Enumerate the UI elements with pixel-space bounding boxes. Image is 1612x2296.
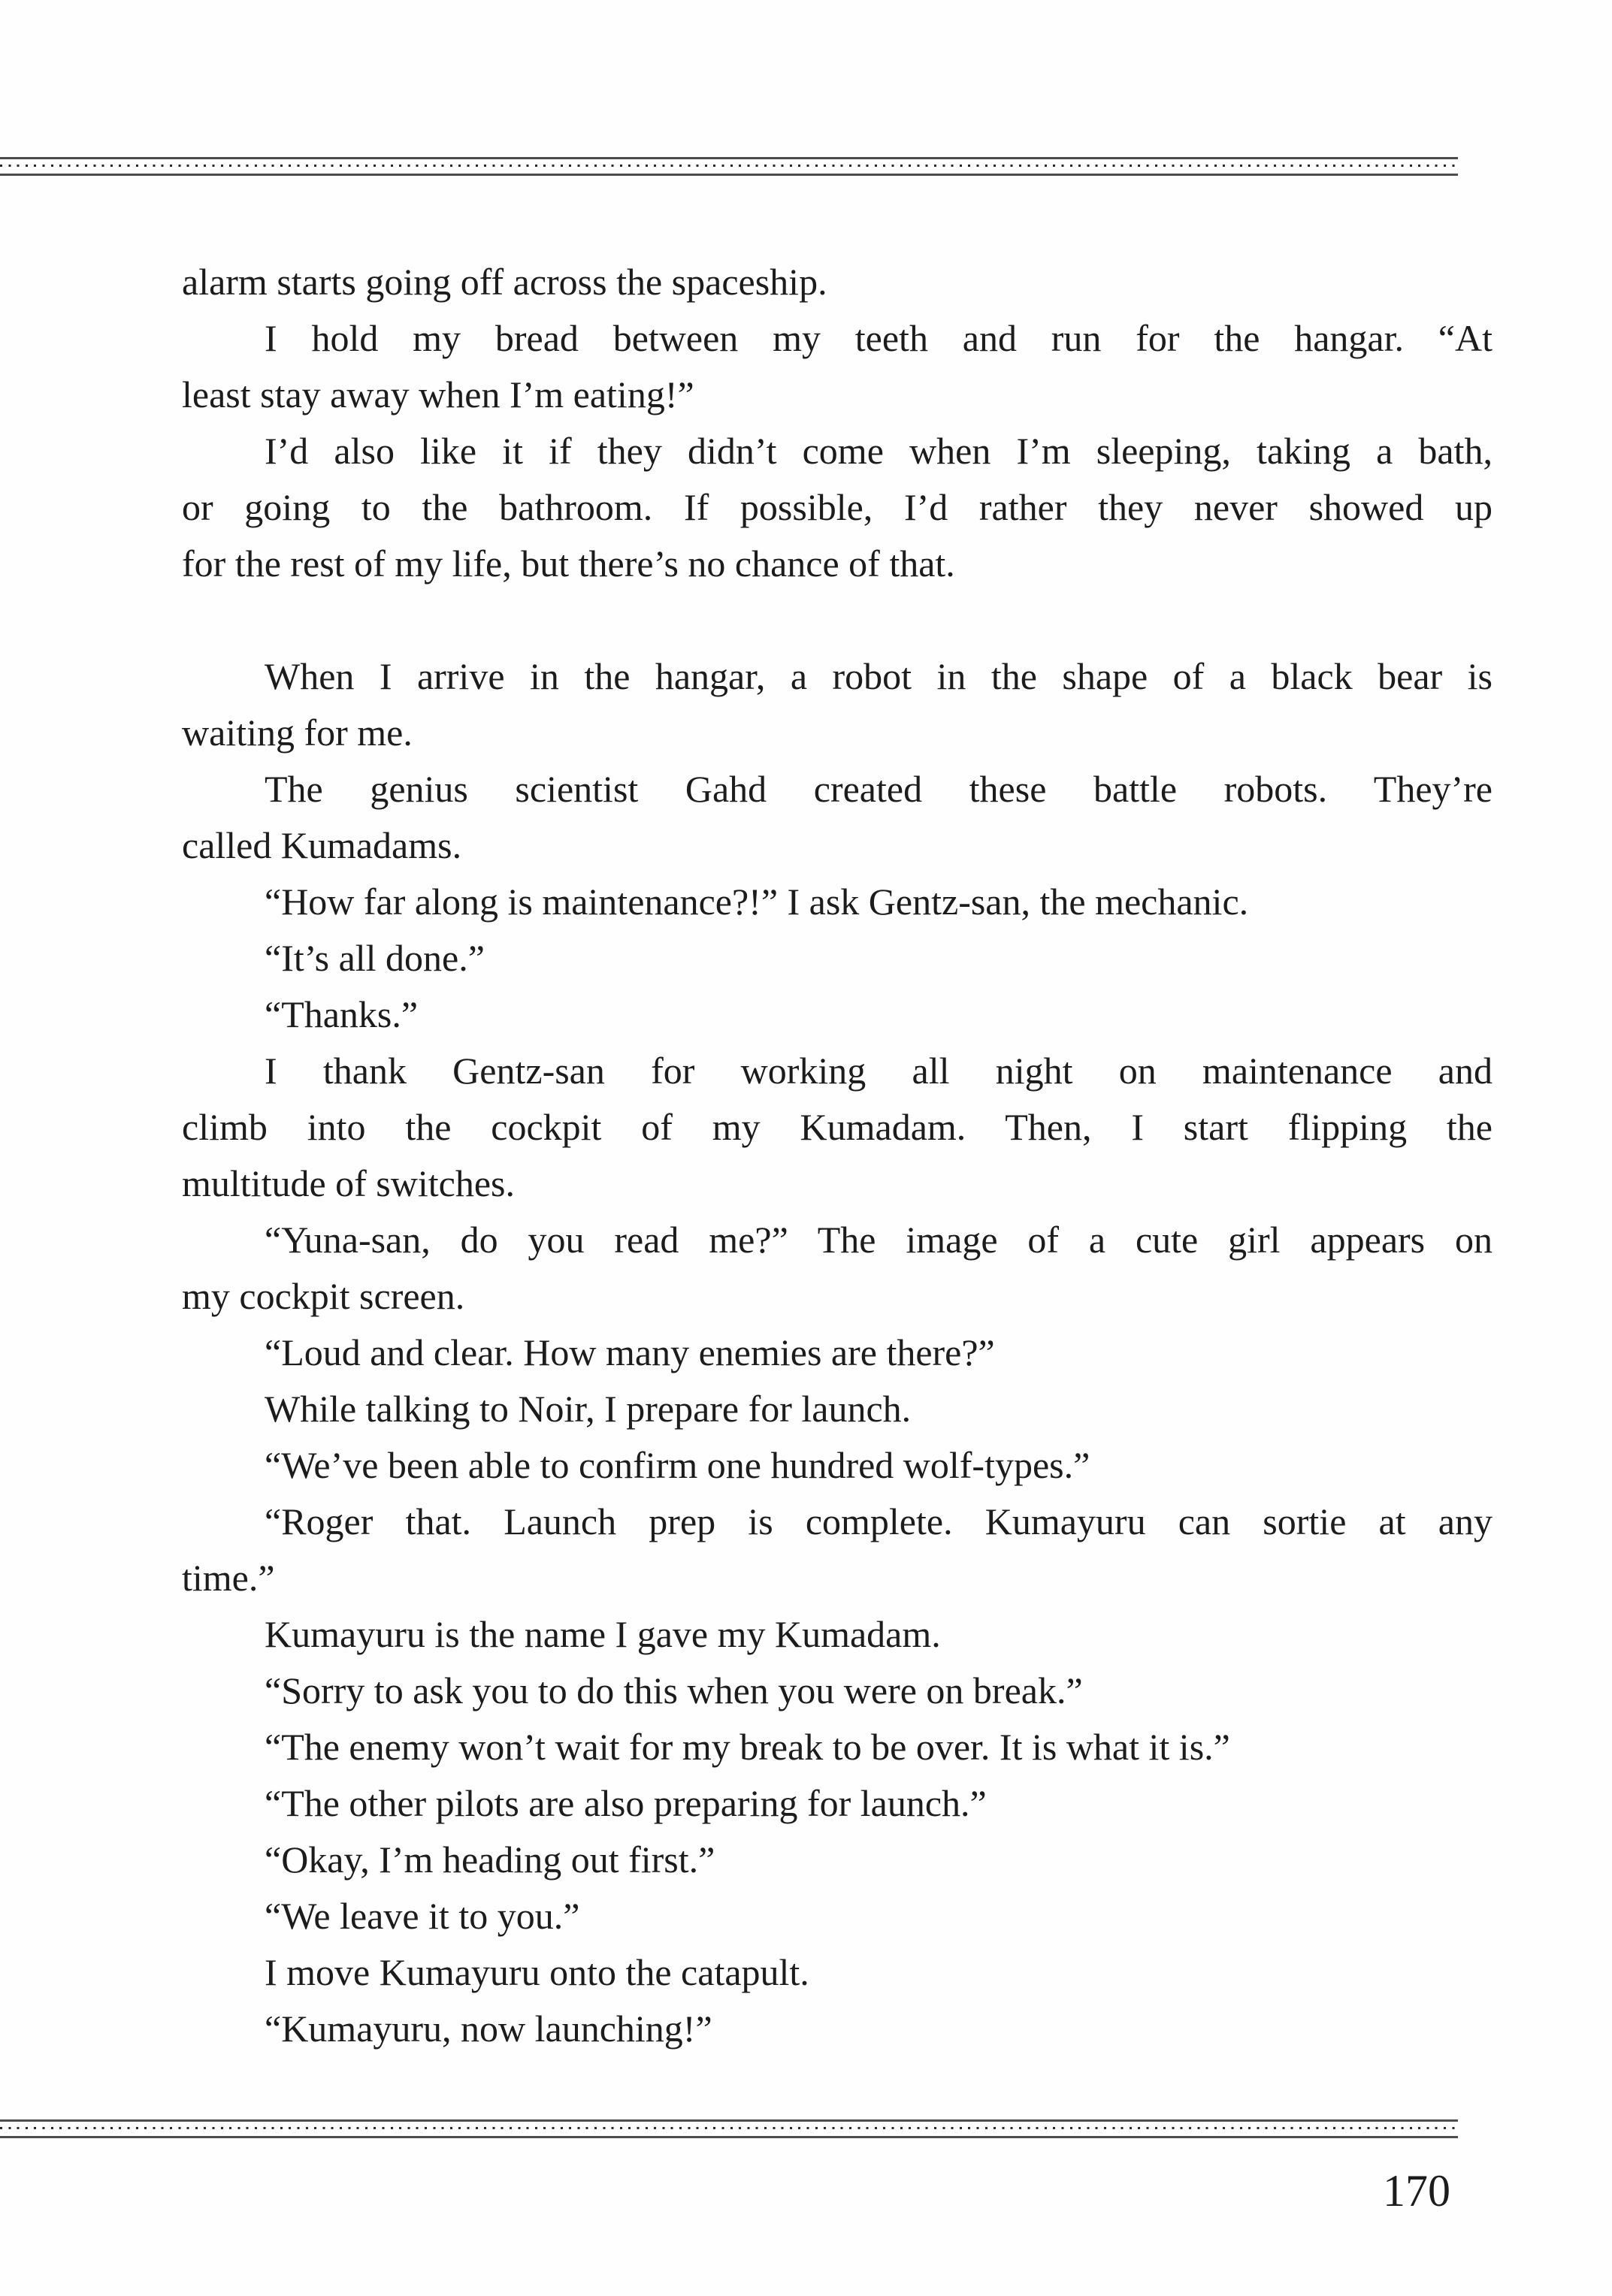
- text-line: I move Kumayuru onto the catapult.: [265, 1951, 809, 1993]
- paragraph: [182, 1663, 1493, 1719]
- paragraph: [182, 1212, 1493, 1325]
- text-line: multitude of switches.: [182, 1162, 515, 1204]
- text-line: “Loud and clear. How many enemies are there?”: [265, 1331, 995, 1373]
- text-line: “The enemy won’t wait for my break to be over. It is what it is.”: [265, 1726, 1230, 1768]
- text-line: alarm starts going off across the spaceship.: [182, 261, 827, 303]
- text-line: “It’s all done.”: [265, 937, 485, 979]
- text-line: for the rest of my life, but there’s no chance of that.: [182, 542, 955, 585]
- paragraph: [182, 1832, 1493, 1888]
- text-line: called Kumadams.: [182, 824, 462, 866]
- text-line: “The other pilots are also preparing for launch.”: [265, 1782, 987, 1824]
- bottom-border-ornament: [0, 2119, 1458, 2138]
- paragraph: [182, 1606, 1493, 1663]
- text-line: “Thanks.”: [265, 993, 419, 1035]
- text-line: I hold my bread between my teeth and run for the hangar. “At: [265, 317, 1493, 359]
- text-line: least stay away when I’m eating!”: [182, 373, 694, 415]
- paragraph: [182, 1719, 1493, 1775]
- text-line: “Yuna-san, do you read me?” The image of a cute girl appears on: [265, 1219, 1493, 1261]
- text-line: or going to the bathroom. If possible, I’d rather they never showed up: [182, 486, 1493, 528]
- text-line: “Kumayuru, now launching!”: [265, 2007, 712, 2050]
- page-number: 170: [1383, 2166, 1450, 2216]
- paragraph: [182, 1325, 1493, 1381]
- paragraph-spacer: [182, 592, 1493, 648]
- text-line: “We’ve been able to confirm one hundred wolf-types.”: [265, 1444, 1090, 1486]
- paragraph: [182, 1944, 1493, 2001]
- paragraph: [182, 761, 1493, 874]
- paragraph: [182, 1437, 1493, 1494]
- paragraph: [182, 986, 1493, 1043]
- text-line: “Roger that. Launch prep is complete. Kumayuru can sortie at any: [265, 1500, 1493, 1542]
- text-line: time.”: [182, 1557, 275, 1599]
- top-rule-lower: [0, 174, 1458, 176]
- paragraph: [182, 1775, 1493, 1832]
- text-line: Kumayuru is the name I gave my Kumadam.: [265, 1613, 941, 1655]
- top-border-ornament: [0, 157, 1458, 176]
- paragraph: [182, 1494, 1493, 1606]
- paragraph: [182, 874, 1493, 930]
- paragraph: [182, 2001, 1493, 2057]
- text-line: “How far along is maintenance?!” I ask Gentz-san, the mechanic.: [265, 881, 1249, 923]
- paragraph: [182, 648, 1493, 761]
- text-line: I thank Gentz-san for working all night on maintenance and: [265, 1050, 1493, 1092]
- paragraph: [182, 1381, 1493, 1437]
- text-line: climb into the cockpit of my Kumadam. Then, I start flipping the: [182, 1106, 1493, 1148]
- paragraph: [182, 930, 1493, 986]
- page-text: [182, 254, 1493, 2057]
- text-line: While talking to Noir, I prepare for launch.: [265, 1388, 912, 1430]
- paragraph: [182, 254, 1493, 310]
- paragraph: [182, 310, 1493, 423]
- paragraph: [182, 423, 1493, 592]
- text-line: “We leave it to you.”: [265, 1895, 580, 1937]
- text-line: “Sorry to ask you to do this when you were on break.”: [265, 1669, 1083, 1711]
- text-line: “Okay, I’m heading out first.”: [265, 1838, 715, 1881]
- bottom-rule-lower: [0, 2136, 1458, 2138]
- text-line: When I arrive in the hangar, a robot in the shape of a black bear is: [265, 655, 1493, 697]
- paragraph: [182, 1043, 1493, 1212]
- text-line: my cockpit screen.: [182, 1275, 465, 1317]
- paragraph: [182, 1888, 1493, 1944]
- text-line: waiting for me.: [182, 711, 413, 754]
- text-line: I’d also like it if they didn’t come when I’m sleeping, taking a bath,: [265, 430, 1493, 472]
- text-line: The genius scientist Gahd created these battle robots. They’re: [265, 768, 1493, 810]
